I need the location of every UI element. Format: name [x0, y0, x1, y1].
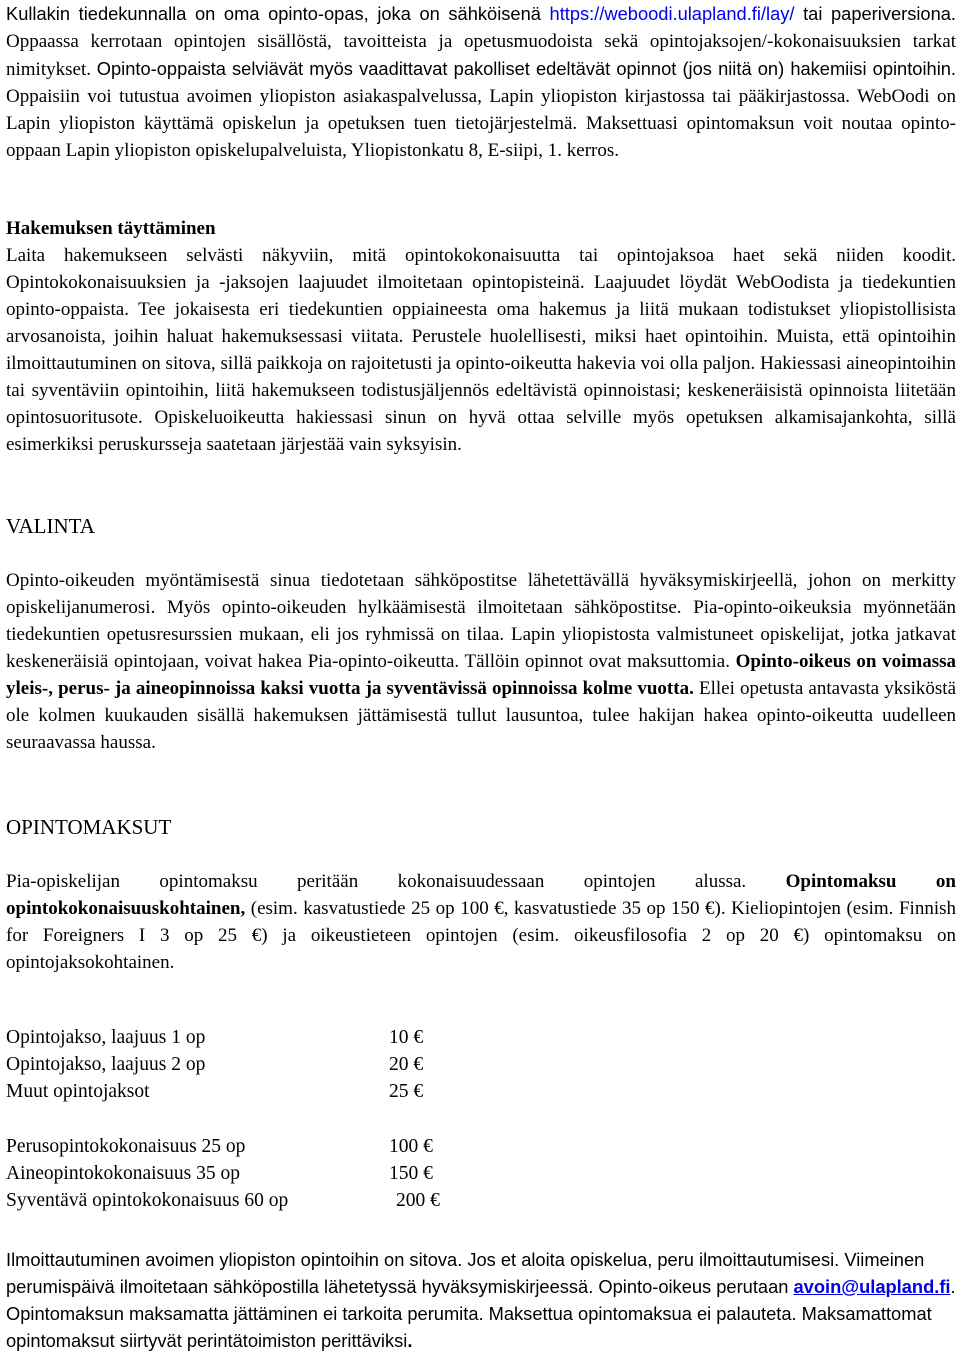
intro-sentence-4: Oppaisiin voi tutustua avoimen yliopiston asiakaspalvelussa, Lapin yliopiston kirjastossa tai pääkirjastossa. WebOodi on Lapin yliopiston käyttämä opiskelun ja opetuksen tuen tietojärjestelmä. Maksettuasi opintomaksun voit noutaa opinto-oppaan Lapin yliopiston opiskelupalveluista, Yliopistonkatu 8, E-siipi, 1. kerros. — [6, 86, 956, 161]
footer-text: Ilmoittautuminen avoimen yliopiston opintoihin on sitova. Jos et aloita opiskelua, peru ilmoittautumisesi. Viimeinen perumispäivä ilmoitetaan sähköpostilla lähetetyssä hyväksymiskirjeessä. Opinto-oikeus perutaan avoin@ulapland.fi. Opintomaksun maksamatta jättäminen ei tarkoita perumita. Maksettua opintomaksua ei palauteta. Maksamattomat opintomaksut siirtyvät perintätoimiston perittäviksi. — [6, 1249, 956, 1351]
fee-row: Opintojakso, laajuus 1 op 10 € — [6, 1027, 424, 1048]
fee-row: Muut opintojaksot 25 € — [6, 1081, 424, 1102]
intro-sentence-1-end: tai paperiversiona. — [794, 3, 956, 24]
fee-row: Syventävä opintokokonaisuus 60 op 200 € — [6, 1190, 440, 1211]
fees-heading: OPINTOMAKSUT — [6, 815, 172, 839]
final-period: . — [407, 1330, 413, 1351]
intro-sentence-1: Kullakin tiedekunnalla on oma opinto-opas, joka on sähköisenä — [6, 3, 550, 24]
email-link[interactable]: avoin@ulapland.fi — [793, 1276, 951, 1297]
selection-text: Opinto-oikeuden myöntämisestä sinua tiedotetaan sähköpostitse lähetettävällä hyväksymiskirjeellä, johon on merkitty opiskelijanumerosi. Myös opinto-oikeuden hylkäämisestä ilmoitetaan sähköpostitse. Pia-opinto-oikeuksia myönnetään tiedekuntien opetusresurssien mukaan, eli jos ryhmissä on tilaa. Lapin yliopistosta valmistuneet opiskelijat, jotka jatkavat keskeneräisiä opintojaan, voivat hakea Pia-opinto-oikeutta. Tällöin opinnot ovat maksuttomia. Opinto-oikeus on voimassa yleis-, perus- ja aineopinnoissa kaksi vuotta ja syventävissä opinnoissa kolme vuotta. Ellei opetusta antavasta yksiköstä ole kolmen kuukauden sisällä hakemuksen jättämisestä tullut lausuntoa, tulee hakijan hakea opinto-oikeutta uudelleen seuraavassa haussa. — [6, 570, 956, 753]
application-section — [6, 215, 956, 458]
fee-row: Perusopintokokonaisuus 25 op 100 € — [6, 1136, 433, 1157]
weboodi-link[interactable]: https://weboodi.ulapland.fi/lay/ — [549, 3, 795, 24]
fees-bold-text: Opintomaksu on opintokokonaisuuskohtainen, — [6, 871, 956, 919]
fee-row: Opintojakso, laajuus 2 op 20 € — [6, 1054, 424, 1075]
intro-sentence-3: Opinto-oppaista selviävät myös vaadittavat pakolliset edeltävät opinnot (jos niitä on) hakemiisi opintoihin. — [96, 58, 956, 79]
application-heading: Hakemuksen täyttäminen — [6, 218, 216, 239]
intro-sentence-2: Oppaassa kerrotaan opintojen sisällöstä, tavoitteista ja opetusmuodoista sekä opintojaksojen/-kokonaisuuksien tarkat nimitykset. — [6, 31, 956, 80]
application-text: Laita hakemukseen selvästi näkyviin, mitä opintokokonaisuutta tai opintojaksoa haet sekä niiden koodit. Opintokokonaisuuksien ja -jaksojen laajuudet ilmoitetaan opintopisteinä. Laajuudet löydät WebOodista ja tiedekuntien opinto-oppaista. Tee jokaisesta eri tiedekuntien oppiaineesta oma hakemus ja liitä mukaan todistukset yliopistollisista arvosanoista, joihin haluat hakemuksessasi viitata. Perustele huolellisesti, miksi haet opintoihin. Muista, että opintoihin ilmoittautuminen on sitova, sillä paikkoja on rajoitetusti ja opinto-oikeutta hakevia voi olla paljon. Hakiessasi aineopintoihin tai syventäviin opintoihin, liitä hakemukseen todistusjäljennös edeltävistä opinnoistasi; keskeneräisistä opinnoista liitetään opintosuoritusote. Opiskeluoikeutta hakiessasi sinun on hyvä ottaa selville myös opetuksen alkamisajankohta, sillä esimerkiksi peruskursseja saatetaan järjestää vain syksyisin. — [6, 245, 956, 455]
selection-bold-text: Opinto-oikeus on voimassa yleis-, perus- ja aineopinnoissa kaksi vuotta ja syventävissä opinnoissa kolme vuotta. — [6, 651, 956, 699]
selection-heading: VALINTA — [6, 514, 95, 538]
intro-paragraph — [6, 0, 956, 164]
fees-text: Pia-opiskelijan opintomaksu peritään kokonaisuudessaan opintojen alussa. Opintomaksu on opintokokonaisuuskohtainen, (esim. kasvatustiede 25 op 100 €, kasvatustiede 35 op 150 €). Kieliopintojen (esim. Finnish for Foreigners I 3 op 25 €) ja oikeustieteen opintojen (esim. oikeusfilosofia 2 op 20 €) opintomaksu on opintojaksokohtainen. — [6, 871, 956, 973]
fee-row: Aineopintokokonaisuus 35 op 150 € — [6, 1163, 433, 1184]
